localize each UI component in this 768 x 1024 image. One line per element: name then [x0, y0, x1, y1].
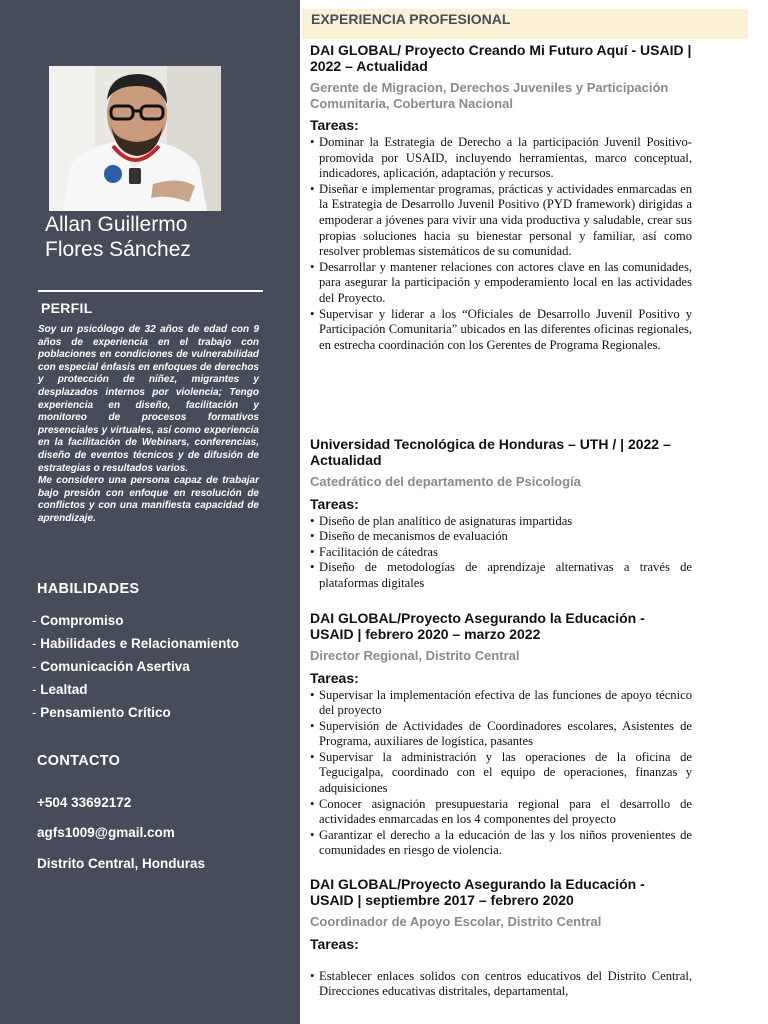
profile-photo — [49, 66, 221, 211]
job-title: DAI GLOBAL/Proyecto Asegurando la Educación - USAID | septiembre 2017 – febrero 2020 — [310, 876, 645, 908]
task-item: • Diseño de metodologías de aprendizaje alternativas a través de plataformas digitales — [310, 560, 692, 591]
task-item: • Desarrollar y mantener relaciones con actores clave en las comunidades, para asegurar la participación y empoderamiento local en las actividades del Proyecto. — [310, 260, 692, 307]
tasks-label: Tareas: — [310, 935, 359, 952]
contact-heading: CONTACTO — [37, 753, 121, 769]
skill-item: - Habilidades e Relacionamiento — [32, 632, 239, 655]
portrait-image — [49, 66, 221, 211]
task-item: • Diseño de plan analítico de asignaturas impartidas — [310, 514, 692, 530]
skill-item: - Compromiso — [32, 609, 239, 632]
task-item: • Conocer asignación presupuestaria regional para el desarrollo de actividades enmarcadas en los 4 componentes del proyecto — [310, 797, 692, 828]
skill-item: - Pensamiento Crítico — [32, 701, 239, 724]
contact-email: agfs1009@gmail.com — [37, 825, 175, 840]
name-line-1: Allan Guillermo — [45, 213, 188, 236]
tasks-label: Tareas: — [310, 117, 359, 133]
divider — [38, 290, 263, 292]
job-title: DAI GLOBAL/Proyecto Asegurando la Educación - USAID | febrero 2020 – marzo 2022 — [310, 610, 645, 642]
profile-heading: PERFIL — [41, 300, 93, 316]
contact-location: Distrito Central, Honduras — [37, 856, 206, 871]
task-list — [310, 514, 692, 592]
job-entry — [310, 876, 692, 1000]
task-item: • Garantizar el derecho a la educación de las y los niños provenientes de comunidades en riesgo de violencia. — [310, 828, 692, 859]
person-name — [45, 212, 191, 262]
task-item: • Establecer enlaces solidos con centros educativos del Distrito Central, Direcciones educativas distritales, departamental, — [310, 969, 692, 1000]
task-item: • Diseñar e implementar programas, prácticas y actividades enmarcadas en la Estrategia de Desarrollo Juvenil Positivo (PYD framework) dirigidas a empoderar a jóvenes para vivir una vida productiva y saludable, crear sus propias soluciones hacia su bienestar personal y familiar, así como resolver problemas sistemáticos de su comunidad. — [310, 182, 692, 260]
task-item: • Diseño de mecanismos de evaluación — [310, 529, 692, 545]
skill-item: - Comunicación Asertiva — [32, 655, 239, 678]
skill-item: - Lealtad — [32, 678, 239, 701]
name-line-2: Flores Sánchez — [45, 238, 191, 261]
task-item: • Facilitación de cátedras — [310, 545, 692, 561]
job-role: Coordinador de Apoyo Escolar, Distrito Central — [310, 914, 602, 929]
task-item: • Supervisión de Actividades de Coordinadores escolares, Asistentes de Programa, auxiliares de logística, pasantes — [310, 719, 692, 750]
contact-phone: +504 33692172 — [37, 795, 132, 810]
job-title: DAI GLOBAL/ Proyecto Creando Mi Futuro Aquí - USAID | 2022 – Actualidad — [310, 42, 692, 74]
job-role: Gerente de Migracion, Derechos Juveniles y Participación Comunitaria, Cobertura Nacional — [310, 80, 669, 111]
job-entry — [310, 436, 692, 591]
job-title: Universidad Tecnológica de Honduras – UTH / | 2022 – Actualidad — [310, 436, 671, 468]
experience-header-bar — [302, 9, 748, 39]
tasks-label: Tareas: — [310, 495, 359, 512]
task-item: • Supervisar la administración y las operaciones de la oficina de Tegucigalpa, coordinado con el equipo de operaciones, finanzas y adquisiciones — [310, 750, 692, 797]
job-role: Catedrático del departamento de Psicología — [310, 474, 581, 489]
task-item: • Dominar la Estrategia de Derecho a la participación Juvenil Positivo-promovida por USAID, incluyendo herramientas, marco conceptual, indicadores, aplicación, adaptación y recursos. — [310, 135, 692, 182]
skills-list — [32, 609, 239, 724]
task-list — [310, 688, 692, 860]
skills-heading: HABILIDADES — [37, 581, 140, 597]
task-item: • Supervisar la implementación efectiva de las funciones de apoyo técnico del proyecto — [310, 688, 692, 719]
job-entry — [310, 610, 692, 859]
main-content — [300, 0, 768, 1024]
task-list — [310, 135, 692, 353]
task-item: • Supervisar y liderar a los “Oficiales de Desarrollo Juvenil Positivo y Participación Comunitaria” ubicados en las diferentes oficinas regionales, en estrecha coordinación con los Gerentes de Programa Regionales. — [310, 307, 692, 354]
job-entry — [310, 42, 692, 353]
job-role: Director Regional, Distrito Central — [310, 648, 520, 663]
experience-heading: EXPERIENCIA PROFESIONAL — [311, 11, 511, 27]
task-list — [310, 969, 692, 1000]
tasks-label: Tareas: — [310, 669, 359, 686]
sidebar — [0, 0, 300, 1024]
profile-text: Soy un psicólogo de 32 años de edad con 9 años de experiencia en el trabajo con poblaciones en condiciones de vulnerabilidad con especial énfasis en enfoques de derechos y protección de niñez, migrantes y desplazados internos por violencia; Tengo experiencia en diseño, facilitación y monitoreo de procesos formativos presenciales y virtuales, así como experiencia en la facilitación de Webinars, conferencias, diseño de eventos técnicos y de difusión de estrategias o resultados varios. Me considero una persona capaz de trabajar bajo presión con enfoque en resolución de conflictos y con una manifiesta capacidad de aprendizaje. — [38, 324, 259, 524]
